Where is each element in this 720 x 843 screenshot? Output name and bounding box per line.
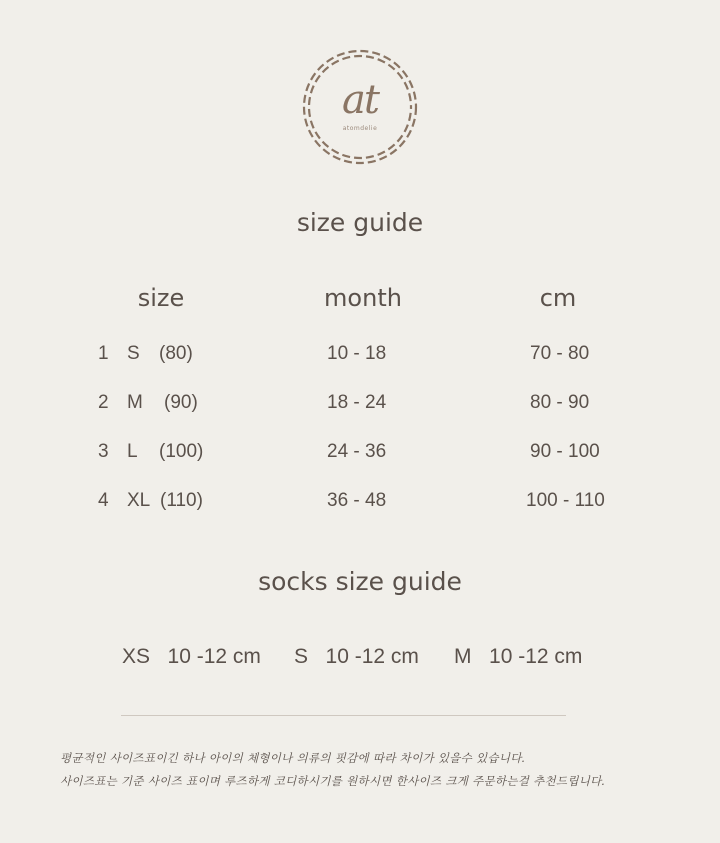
row-month: 36 - 48	[327, 490, 387, 511]
row-month: 18 - 24	[327, 392, 387, 413]
row-size: L	[127, 441, 138, 462]
row-number: 1	[98, 343, 109, 364]
row-number: 4	[98, 490, 109, 511]
row-cm: 90 - 100	[530, 441, 600, 462]
socks-size-range: 10 -12 cm	[489, 645, 583, 668]
socks-size-range: 10 -12 cm	[167, 645, 261, 668]
brand-logo	[298, 45, 422, 169]
row-size: S	[127, 343, 140, 364]
row-size: M	[127, 392, 143, 413]
row-code: (80)	[159, 343, 193, 364]
row-cm: 80 - 90	[530, 392, 590, 413]
row-month: 24 - 36	[327, 441, 387, 462]
socks-size-range: 10 -12 cm	[325, 645, 419, 668]
logo-subtext: atomdelie	[342, 125, 378, 132]
logo-mark: at	[342, 77, 378, 123]
header-size: size	[137, 284, 185, 312]
row-cm: 100 - 110	[526, 490, 605, 511]
divider	[121, 715, 566, 716]
socks-size-xs	[122, 645, 261, 669]
row-cm: 70 - 80	[530, 343, 590, 364]
header-cm: cm	[539, 284, 577, 312]
row-number: 3	[98, 441, 109, 462]
socks-size-label: M	[454, 645, 472, 668]
row-code: (100)	[159, 441, 204, 462]
header-month: month	[324, 284, 402, 312]
row-size: XL	[127, 490, 151, 511]
socks-guide-title: socks size guide	[258, 567, 462, 596]
size-guide-title: size guide	[296, 208, 424, 237]
row-month: 10 - 18	[327, 343, 387, 364]
socks-size-label: XS	[122, 645, 151, 668]
socks-size-label: S	[294, 645, 309, 668]
row-code: (110)	[160, 490, 203, 511]
row-number: 2	[98, 392, 109, 413]
note-line-2: 사이즈표는 기준 사이즈 표이며 루즈하게 코디하시기를 원하시면 한사이즈 크게 주문하는걸 추천드립니다.	[60, 774, 606, 788]
socks-size-s	[294, 645, 419, 669]
row-code: (90)	[164, 392, 198, 413]
note-line-1: 평균적인 사이즈표이긴 하나 아이의 체형이나 의류의 핏감에 따라 차이가 있을수 있습니다.	[60, 751, 526, 765]
socks-size-m	[454, 645, 582, 669]
